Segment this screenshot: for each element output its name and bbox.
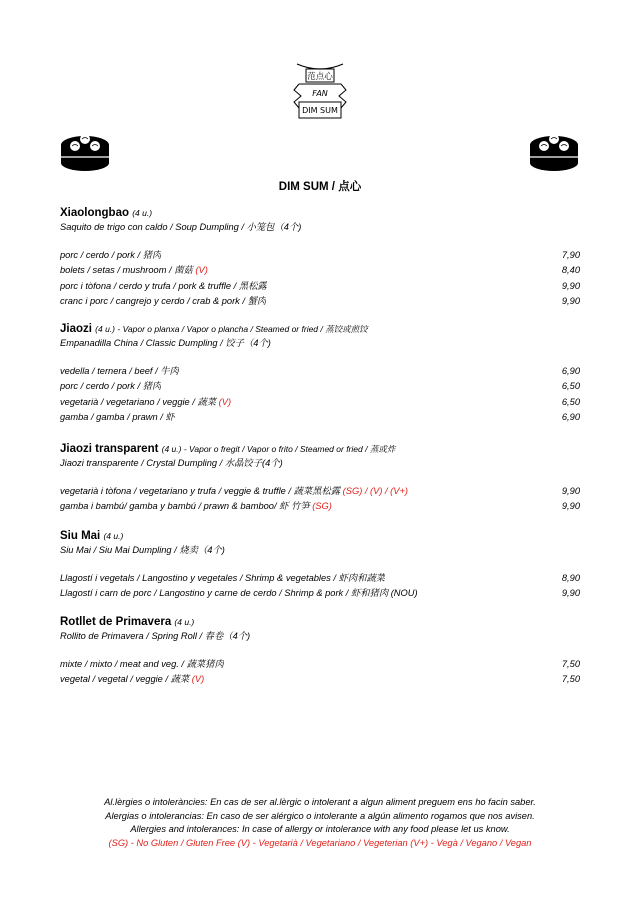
menu-item-label-wrap	[60, 379, 161, 394]
menu-item-label-wrap	[60, 248, 161, 263]
section-name: Jiaozi	[60, 323, 92, 335]
menu-item-price: 7,90	[561, 250, 580, 260]
menu-item-label-wrap	[60, 279, 267, 294]
section-heading	[60, 529, 580, 543]
section-cooking-method: - Vapor o planxa / Vapor o plancha / Steamed or fried / 蒸饺或煎饺	[115, 324, 368, 334]
section-subtitle: Jiaozi transparente / Crystal Dumpling / 水晶饺子(4个)	[60, 458, 283, 468]
section-name: Xiaolongbao	[60, 207, 129, 219]
section-quantity: (4 u.)	[132, 208, 153, 218]
logo-line-2: DIM SUM	[302, 106, 338, 115]
section-quantity: (4 u.)	[95, 324, 116, 334]
dietary-tag: (SG) / (V) / (V+)	[342, 486, 409, 496]
menu-item	[60, 294, 580, 309]
menu-item-price: 9,90	[561, 295, 580, 306]
menu-item-label: vegetarià / vegetariano / veggie / 蔬菜	[60, 396, 217, 407]
menu-item	[60, 395, 580, 410]
section-heading	[60, 442, 580, 456]
menu-item-price: 6,50	[561, 396, 580, 407]
menu-item-price: 7,50	[561, 659, 580, 669]
menu-item-label: cranc i porc / cangrejo y cerdo / crab & pork / 蟹肉	[60, 295, 267, 306]
menu-item-list	[60, 657, 580, 688]
menu-item-label: porc / cerdo / pork / 猪肉	[60, 381, 162, 392]
menu-item-label: Llagostí i carn de porc / Langostino y carne de cerdo / Shrimp & pork / 虾和猪肉 (NOU)	[60, 588, 418, 599]
menu-item-label: vegetal / vegetal / veggie / 蔬菜	[60, 674, 190, 685]
section-heading	[60, 206, 580, 220]
footer-line-catalan: Al.lèrgies o intoleràncies: En cas de ser al.lèrgic o intolerant a algun aliment preguem ens ho facin saber.	[104, 797, 536, 807]
section-quantity: (4 u.)	[161, 444, 182, 454]
dietary-tag: (SG)	[312, 501, 332, 512]
menu-item	[60, 379, 580, 394]
menu-item-label-wrap	[60, 395, 231, 410]
menu-item-price: 9,90	[561, 588, 580, 599]
menu-item-label-wrap	[60, 364, 179, 379]
section-name: Siu Mai	[60, 530, 101, 542]
section-subtitle: Saquito de trigo con caldo / Soup Dumpling / 小笼包（4个)	[60, 222, 302, 232]
menu-item-price: 7,50	[561, 674, 580, 685]
section-spring-roll	[60, 615, 580, 688]
menu-item-label-wrap	[60, 410, 175, 425]
menu-item-label-wrap	[60, 571, 385, 586]
menu-item-label: porc / cerdo / pork / 猪肉	[60, 250, 162, 260]
menu-item-label: gamba / gamba / prawn / 虾	[60, 411, 175, 422]
menu-item-list	[60, 484, 580, 515]
logo-line-1: FAN	[312, 89, 328, 98]
menu-item-label-wrap	[60, 657, 224, 672]
menu-item-label: bolets / setas / mushroom / 菌菇	[60, 265, 193, 276]
menu-item	[60, 279, 580, 294]
menu-item-list	[60, 571, 580, 602]
section-name: Jiaozi transparent	[60, 443, 159, 455]
section-cooking-method: - Vapor o fregit / Vapor o frito / Steamed or fried / 蒸或炸	[181, 444, 396, 454]
dietary-tag: (V)	[218, 396, 232, 407]
menu-item-label-wrap	[60, 672, 204, 687]
menu-item-price: 9,90	[561, 501, 580, 512]
menu-item-label: Llagostí i vegetals / Langostino y vegetales / Shrimp & vegetables / 虾肉和蔬菜	[60, 573, 386, 583]
page-title: DIM SUM / 点心	[278, 181, 362, 193]
section-jiaozi	[60, 322, 580, 425]
restaurant-logo	[284, 62, 356, 134]
dietary-tag: (V)	[191, 674, 205, 685]
section-siu-mai	[60, 529, 580, 602]
section-heading	[60, 615, 580, 629]
allergy-footer	[0, 796, 640, 850]
dumpling-steamer-icon	[528, 131, 580, 173]
section-xiaolongbao	[60, 206, 580, 309]
menu-item-label-wrap	[60, 484, 408, 499]
section-name: Rotllet de Primavera	[60, 616, 172, 628]
menu-item	[60, 571, 580, 586]
menu-item	[60, 484, 580, 499]
menu-item-label: porc i tòfona / cerdo y trufa / pork & truffle / 黑松露	[60, 280, 267, 291]
menu-item-label: mixte / mixto / meat and veg. / 蔬菜猪肉	[60, 659, 224, 669]
footer-line-english: Allergies and intolerances: In case of allergy or intolerance with any food please let us know.	[130, 824, 510, 835]
section-jiaozi-transparent	[60, 442, 580, 515]
menu-item-label: vegetarià i tòfona / vegetariano y trufa / veggie & truffle / 蔬菜黑松露	[60, 486, 341, 496]
menu-item-price: 6,90	[561, 411, 580, 422]
menu-item-price: 9,90	[561, 486, 580, 496]
menu-item	[60, 263, 580, 278]
menu-item	[60, 364, 580, 379]
menu-item	[60, 657, 580, 672]
menu-item-price: 8,90	[561, 573, 580, 583]
dietary-tag: (V)	[195, 265, 208, 276]
menu-item-price: 8,40	[561, 265, 580, 276]
menu-item-label-wrap	[60, 586, 418, 601]
footer-line-spanish: Alergias o intolerancias: En caso de ser alérgico o intolerante a algún alimento rogamos que nos avisen.	[105, 810, 535, 821]
menu-item-label: vedella / ternera / beef / 牛肉	[60, 366, 179, 376]
menu-item-label-wrap	[60, 263, 208, 278]
section-subtitle: Rollito de Primavera / Spring Roll / 春卷（4个)	[60, 631, 251, 641]
dumpling-steamer-icon	[59, 131, 111, 173]
menu-item	[60, 586, 580, 601]
menu-item-label: gamba i bambú/ gamba y bambú / prawn & bamboo/ 虾 竹笋	[60, 501, 310, 512]
footer-legend: (SG) - No Gluten / Gluten Free (V) - Vegetarià / Vegetariano / Vegeterian (V+) - Vegà / Vegano / Vegan	[108, 837, 532, 848]
section-quantity: (4 u.)	[174, 617, 195, 627]
menu-item	[60, 248, 580, 263]
menu-item-price: 6,50	[561, 381, 580, 392]
menu-item-price: 9,90	[561, 280, 580, 291]
section-subtitle: Empanadilla China / Classic Dumpling / 饺子（4个)	[60, 338, 271, 348]
section-quantity: (4 u.)	[103, 531, 124, 541]
section-subtitle: Siu Mai / Siu Mai Dumpling / 烧卖（4个)	[60, 545, 225, 555]
menu-item	[60, 499, 580, 514]
menu-item-label-wrap	[60, 294, 266, 309]
menu-item	[60, 410, 580, 425]
menu-item-list	[60, 248, 580, 309]
menu-item-label-wrap	[60, 499, 332, 514]
menu-item-list	[60, 364, 580, 425]
menu-item-price: 6,90	[561, 366, 580, 376]
menu-item	[60, 672, 580, 687]
section-heading	[60, 322, 580, 336]
logo-top-chars: 范点心	[307, 72, 333, 82]
